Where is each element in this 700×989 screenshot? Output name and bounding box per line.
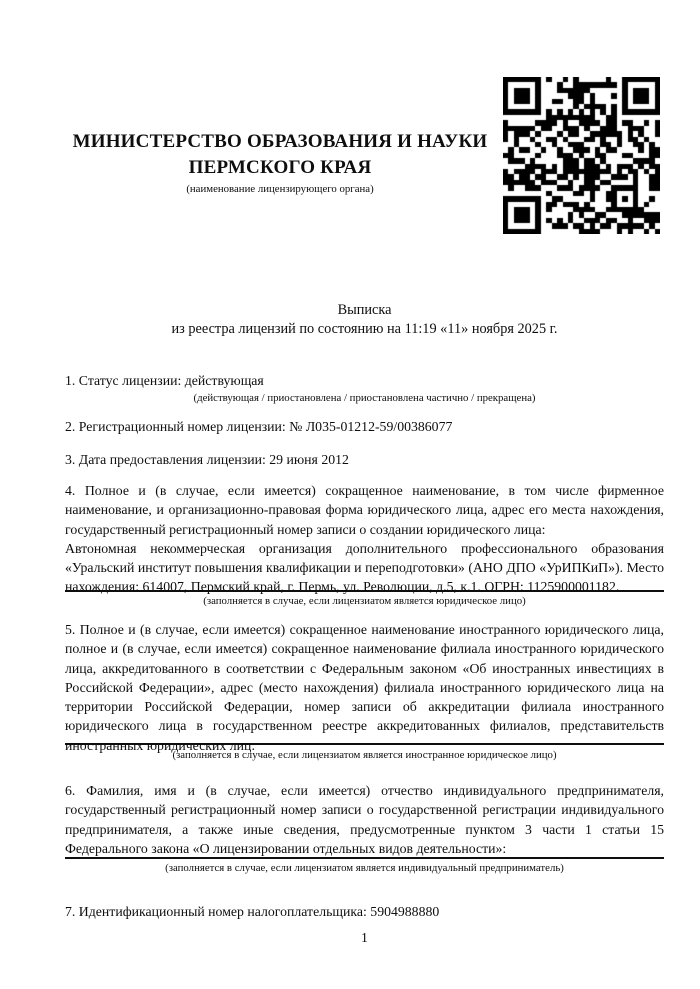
item-7-taxpayer-number: 7. Идентификационный номер налогоплательщика: 5904988880 [65, 904, 440, 919]
item-4-legal-entity [65, 481, 664, 597]
item-5-question: 5. Полное и (в случае, если имеется) сокращенное наименование иностранного юридического лица, полное и (в случае, если имеется) сокращенное наименование филиала иностранного юридического лица, аккредитованного в соответствии с Федеральным законом «Об иностранных инвестициях в Российской Федерации», адрес (место нахождения) филиала иностранного юридического лица на территории Российской Федерации, номер записи об аккредитации филиала иностранного юридического лица в государственном реестре аккредитованных филиалов, представительств иностранных юридических лиц: [65, 622, 664, 753]
ministry-name-line1: МИНИСТЕРСТВО ОБРАЗОВАНИЯ И НАУКИ [72, 131, 488, 152]
item-5-fill-rule [65, 743, 664, 745]
item-1-license-status: 1. Статус лицензии: действующая [65, 373, 264, 388]
document-title-block [65, 301, 664, 340]
item-5-caption: (заполняется в случае, если лицензиатом является иностранное юридическое лицо) [172, 749, 557, 761]
qr-code-icon [503, 77, 660, 234]
item-6-individual-entrepreneur [65, 781, 664, 858]
item-5-foreign-entity [65, 620, 664, 755]
document-subtitle: из реестра лицензий по состоянию на 11:19 «11» ноября 2025 г. [171, 321, 558, 338]
item-6-fill-rule [65, 857, 664, 859]
ministry-name-line2: ПЕРМСКОГО КРАЯ [188, 156, 372, 178]
item-4-fill-rule [65, 590, 664, 592]
item-6-question: 6. Фамилия, имя и (в случае, если имеется) отчество индивидуального предпринимателя, государственный регистрационный номер записи о государственной регистрации индивидуального предпринимателя, а также иные сведения, предусмотренные пунктом 3 части 1 статьи 15 Федерального закона «О лицензировании отдельных видов деятельности»: [65, 783, 664, 856]
item-2-registration-number: 2. Регистрационный номер лицензии: № Л035-01212-59/00386077 [65, 419, 453, 434]
item-6-caption: (заполняется в случае, если лицензиатом является индивидуальный предприниматель) [165, 862, 564, 874]
item-3-grant-date: 3. Дата предоставления лицензии: 29 июня 2012 [65, 452, 349, 467]
licensing-authority-block [60, 129, 500, 196]
ministry-caption: (наименование лицензирующего органа) [186, 183, 374, 195]
item-4-caption: (заполняется в случае, если лицензиатом является юридическое лицо) [203, 595, 526, 607]
document-title: Выписка [337, 302, 392, 318]
page-number: 1 [361, 930, 368, 945]
item-4-question: 4. Полное и (в случае, если имеется) сокращенное наименование, в том числе фирменное наименование, и организационно-правовая форма юридического лица, адрес его места нахождения, государственный регистрационный номер записи о создании юридического лица: [65, 483, 664, 537]
item-4-answer: Автономная некоммерческая организация дополнительного профессионального образования «Уральский институт повышения квалификации и переподготовки» (АНО ДПО «УрИПКиП»). Место нахождения: 614007, Пермский край, г. Пермь, ул. Революции, д.5, к.1. ОГРН: 1125900001182. [65, 540, 664, 595]
item-1-caption: (действующая / приостановлена / приостановлена частично / прекращена) [193, 392, 536, 404]
